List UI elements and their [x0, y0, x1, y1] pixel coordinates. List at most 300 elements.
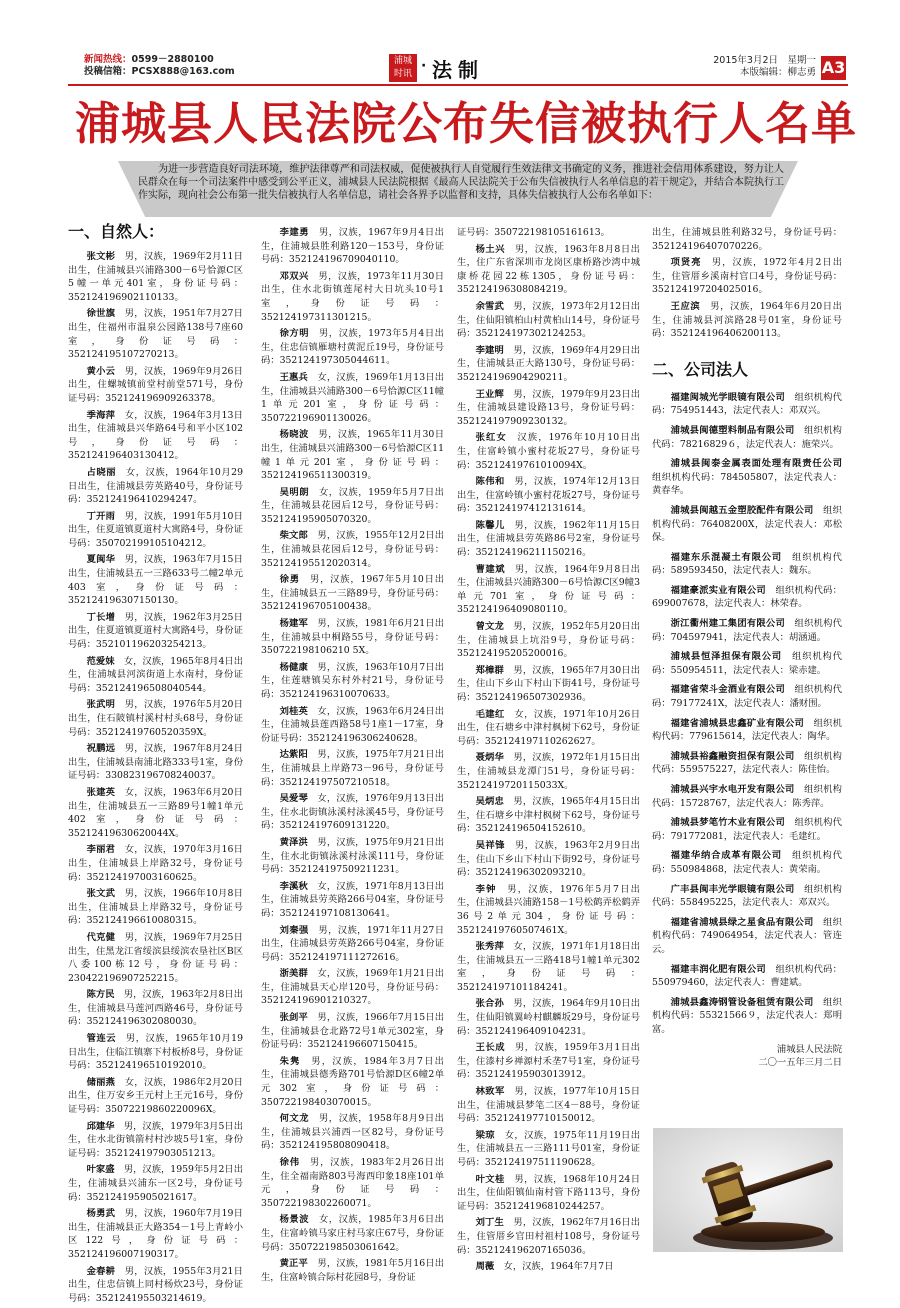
person-details: 男，汉族，1963年10月7日出生，住莲塘镇吴东村外村21号，身份证号码：352124196310070633。 — [261, 661, 444, 700]
company-name: 浦城县梦笔竹木业有限公司 — [670, 817, 785, 829]
person-details: 男，汉族，1983年2月26日出生，住全福南路803号海西印象18座101单元，身份证号码：350722198302260071。 — [261, 1157, 444, 1209]
person-entry — [261, 1011, 444, 1052]
person-details: 女，汉族，1971年1月18日出生，住浦城县五一三路418号1幢1单元302室，身份证号码：352124197101184241。 — [457, 941, 640, 993]
person-name: 吴炳忠 — [475, 796, 504, 808]
person-details: 男，汉族，1969年9月26日出生，住螺城镇前堂村前堂571号，身份证号码：352124196909263378。 — [68, 365, 243, 404]
person-name: 李溪秋 — [279, 880, 308, 892]
person-name: 达紫阳 — [279, 749, 308, 761]
person-name: 杨建军 — [279, 618, 308, 630]
person-name: 范爱妹 — [86, 655, 115, 667]
person-entry — [457, 475, 640, 516]
person-entry — [68, 742, 243, 783]
person-name: 梁琼 — [475, 1129, 495, 1141]
issue-info — [676, 55, 816, 79]
person-name: 刘丁生 — [475, 1217, 504, 1229]
person-entry — [68, 843, 243, 884]
company-name: 浙江衢州建工集团有限公司 — [670, 618, 785, 630]
person-details: 男，汉族，1972年1月15日出生，住浦城县龙潭门51号，身份证号码：35212419720115033X。 — [457, 752, 640, 791]
person-entry — [68, 1163, 243, 1204]
person-name: 徐勇 — [279, 574, 300, 586]
company-entry — [652, 617, 842, 644]
company-entry — [652, 750, 842, 777]
person-entry — [68, 1032, 243, 1073]
person-entry — [261, 924, 444, 965]
person-entry — [261, 1112, 444, 1153]
person-name: 李建明 — [475, 344, 504, 356]
person-entry — [457, 563, 640, 617]
person-entry — [261, 836, 444, 877]
company-entry — [652, 584, 842, 611]
person-name: 刘桂英 — [279, 705, 308, 717]
person-name: 吴明朗 — [279, 486, 310, 498]
person-details: 女，汉族，1964年7月7日 — [503, 1261, 614, 1273]
person-details: 男，汉族，1973年11月30日出生，住水北街镇莲尾村大日坑头10号1室，身份证号码：352124197311301215。 — [261, 270, 444, 323]
person-details: 男，汉族，1958年8月9日出生，住浦城县兴浦西一区82号，身份证号码：352124195808090418。 — [261, 1113, 444, 1152]
person-entry — [457, 388, 640, 429]
person-details: 女，汉族，1964年10月29日出生，住浦城县劳英路40号，身份证号码：352124196410294247。 — [68, 466, 243, 506]
person-name: 管连云 — [86, 1033, 117, 1045]
gavel-icon — [653, 1128, 843, 1252]
section-natural-persons-title: 一、自然人： — [68, 222, 165, 241]
company-details: 组织机构代码：749064954，法定代表人：管连云。 — [652, 916, 842, 955]
person-name: 徐世旗 — [86, 308, 116, 320]
person-details: 男，汉族，1973年5月4日出生，住忠信镇雁塘村黄泥丘19号，身份证号码：352124197305044611。 — [261, 328, 444, 367]
person-entry — [457, 300, 640, 341]
company-entry — [652, 457, 842, 498]
person-name: 夏闽华 — [86, 554, 116, 566]
company-details: 组织机构代码：79177241X，法定代表人：潘财围。 — [652, 684, 842, 710]
person-details: 男，汉族，1967年9月4日出生，住浦城县胜利路120－153号，身份证号码：352124196709040110。 — [261, 227, 444, 266]
company-details: 组织机构代码：558495225，法定代表人：邓双兴。 — [652, 883, 842, 909]
person-details: 女，汉族，1963年6月20日出生，住浦城县五一三路89号1幢1单元402室，身份证号码：35212419630620044X。 — [68, 786, 243, 839]
person-name: 邓双兴 — [279, 270, 309, 282]
company-details: 组织机构代码：779615614，法定代表人：陶华。 — [652, 717, 842, 743]
person-name: 杨土兴 — [475, 243, 506, 255]
person-name: 曹建斌 — [475, 563, 506, 575]
header-dot: · — [421, 58, 427, 74]
person-entry — [261, 967, 444, 1008]
person-details: 男，汉族，1965年7月30日出生，住山下乡山下村山下街41号，身份证号码：352124196507302936。 — [457, 664, 640, 703]
person-name: 丁开雨 — [86, 510, 116, 522]
person-entry — [261, 529, 444, 570]
company-name: 广丰县闽丰光学眼镜有限公司 — [670, 883, 795, 895]
person-entry — [261, 226, 444, 267]
person-details: 男，汉族，1959年3月1日出生，住漆村乡禅源村禾垄7号1室，身份证号码：352124195903013912。 — [457, 1042, 640, 1081]
person-name: 王惠兵 — [279, 371, 308, 383]
person-name: 毛建红 — [475, 708, 505, 720]
company-entry — [652, 783, 842, 810]
person-name: 杨晓波 — [279, 429, 309, 441]
person-name: 吴祥锋 — [475, 839, 506, 851]
person-name: 祝鹏远 — [86, 743, 116, 755]
company-name: 福建闽城光学眼镜有限公司 — [670, 391, 785, 403]
company-details: 组织机构代码：55321566９，法定代表人：郑明富。 — [652, 996, 842, 1035]
person-entry — [261, 1156, 444, 1210]
sound-block — [701, 1222, 825, 1242]
person-details: 女，汉族，1969年1月21日出生，住浦城县天心岸120号，身份证号码：352124196901210327。 — [261, 968, 444, 1007]
person-details: 男，汉族，1955年12月2日出生，住浦城县花园后12号，身份证号码：352124195512020314。 — [261, 530, 444, 569]
person-name: 叶家盛 — [86, 1164, 115, 1176]
issue-date: 2015年3月2日 星期一 — [713, 55, 816, 66]
person-details: 男，汉族，1984年3月7日出生，住浦城县德秀路701号恰源D区6幢2单元302室，身份证号码：350722198403070015。 — [261, 1055, 444, 1108]
person-name: 邱建华 — [86, 1120, 115, 1132]
person-entry — [68, 931, 243, 985]
company-details: 组织机构代码：699007678，法定代表人：林荣春。 — [652, 584, 842, 610]
company-name: 福建省浦城县绿之星食品有限公司 — [670, 916, 814, 928]
person-entry — [457, 664, 640, 705]
person-details: 女，汉族，1971年8月13日出生，住浦城县劳英路266号04室，身份证号码：352124197108130641。 — [261, 880, 444, 919]
person-name: 张建英 — [86, 786, 116, 798]
person-name: 周薇 — [475, 1261, 495, 1273]
person-name: 曾文龙 — [475, 621, 504, 633]
person-details: 男，汉族，1979年3月5日出生，住水北街镇箭村村沙坡5号1室，身份证号码：352124197903051213。 — [68, 1120, 243, 1159]
person-details: 男，汉族，1962年7月16日出生，住管厝乡官田村祖村108号，身份证号码：352124196207165036。 — [457, 1217, 640, 1256]
email-address: PCSX888@163.com — [131, 66, 235, 77]
company-details: 组织机构代码：754951443，法定代表人：邓双兴。 — [652, 391, 842, 417]
company-name: 浦城县闽德塑料制品有限公司 — [670, 424, 795, 436]
person-details: 男，汉族，1975年7月21日出生，住浦城县上岸路73－96号，身份证号码：352124197507210518。 — [261, 749, 444, 788]
person-details: 女，汉族，1985年3月6日出生，住富岭镇马家庄村马家庄67号，身份证号码：350722198503061642。 — [261, 1214, 444, 1253]
person-details: 男，汉族，1968年10月24日出生，住仙阳镇仙南村管下路113号，身份证号码：352124196810244257。 — [457, 1173, 640, 1212]
person-details: 男，汉族，1991年5月10日出生，住夏道镇夏道村大寓路4号，身份证号码：350702199105104212。 — [68, 510, 243, 549]
person-details: 汉族，1976年10月10日出生，住富岭镇小蜜村花坂27号，身份证号码：35212419761010094X。 — [457, 432, 640, 471]
person-list — [261, 226, 444, 1284]
company-entry — [652, 916, 842, 957]
company-entry — [652, 816, 842, 843]
person-name: 柴文郎 — [279, 530, 308, 542]
person-entry — [457, 1173, 640, 1214]
person-list — [457, 226, 640, 1274]
person-details: 男，汉族，1972年4月2日出生，住管厝乡溪南村官口4号，身份证号码：352124197204025016。 — [652, 257, 842, 296]
person-name: 郑樟群 — [475, 664, 504, 676]
person-name: 李丽君 — [86, 844, 116, 856]
company-entry — [652, 963, 842, 990]
person-entry — [261, 1055, 444, 1109]
hotline-label: 新闻热线： — [84, 54, 132, 65]
person-name: 黄小云 — [86, 365, 116, 377]
headline: 浦城县人民法院公布失信被执行人名单 — [75, 97, 858, 150]
person-details: 男，汉族，1976年5月20日出生，住石陂镇村溪村村头68号，身份证号码：35212419760520359X。 — [68, 699, 243, 738]
person-entry — [457, 1085, 640, 1126]
person-details: 男，汉族，1963年2月8日出生，住浦城县马莲河西路46号，身份证号码：352124196302080030。 — [68, 989, 243, 1028]
person-details: 女，汉族，1976年9月13日出生，住水北街镇泳溪村泳溪45号，身份证号码：352124197609131220。 — [261, 793, 444, 832]
person-details: 男，汉族，1964年6月20日出生，住浦城县河滨路28号01室，身份证号码：352124196406200113。 — [652, 300, 842, 340]
person-entry — [261, 880, 444, 921]
person-details: 男，汉族，1959年5月2日出生，住浦城县兴浦东一区2号，身份证号码：352124195905021617。 — [68, 1164, 243, 1203]
signature-date: 二〇一五年三月二日 — [758, 1056, 842, 1068]
person-entry — [652, 256, 842, 297]
paper-logo-line2: 时讯 — [393, 69, 412, 79]
person-name: 刘秦强 — [279, 924, 309, 936]
company-entry — [652, 650, 842, 677]
person-entry — [261, 486, 444, 527]
person-name: 丁长增 — [86, 611, 116, 623]
person-entry — [68, 988, 243, 1029]
person-details: 男，汉族，1967年5月10日出生，住浦城县五一三路89号，身份证号码：352124196705100438。 — [261, 574, 444, 613]
person-list — [68, 250, 243, 1305]
person-details: 出生，住浦城县胜利路32号，身份证号码：352124196407070226。 — [652, 227, 842, 252]
company-name: 福建豪派实业有限公司 — [670, 584, 766, 596]
person-details: 男，汉族，1967年8月24日出生，住浦城县南浦北路333号1室，身份证号码：330823196708240037。 — [68, 743, 243, 782]
person-entry — [68, 409, 243, 463]
company-details: 组织机构代码：78216829６，法定代表人：施荣兴。 — [652, 424, 842, 450]
person-entry — [457, 940, 640, 994]
person-entry — [261, 327, 444, 368]
person-details: 男，汉族，1976年5月7日出生，住浦城县兴浦路158－1号松鹤弄松鹤弄36号2单元304，身份证号码：35212419760507461X。 — [457, 883, 640, 936]
signature-org: 浦城县人民法院 — [776, 1043, 842, 1055]
person-entry — [68, 365, 243, 406]
company-name: 浦城县裕鑫融资担保有限公司 — [670, 750, 795, 762]
hotline-number: 0599－2880100 — [131, 54, 214, 65]
company-details: 组织机构代码：704597941，法定代表人：胡涵通。 — [652, 618, 842, 643]
person-name: 何文龙 — [279, 1113, 310, 1125]
company-name: 浦城县兴宇水电开发有限公司 — [670, 784, 795, 795]
person-details: 男，汉族，1979年9月23日出生，住浦城县建设路13号，身份证号码：352124197909230132。 — [457, 388, 640, 427]
company-name: 福建东乐混凝土有限公司 — [670, 551, 783, 563]
person-name: 余雪武 — [475, 300, 504, 312]
person-entry — [457, 1216, 640, 1257]
person-details: 男，汉族，1966年7月15日出生，住浦城县仓北路72号1单元302室，身份证号码：352124196607150415。 — [261, 1012, 444, 1051]
person-details: 男，汉族，1952年5月20日出生，住浦城县上坑沿9号，身份证号码：352124195205200016。 — [457, 621, 640, 660]
person-name: 徐方明 — [279, 328, 310, 340]
person-entry — [261, 428, 444, 482]
person-name: 林致军 — [475, 1086, 505, 1098]
paper-logo — [389, 54, 417, 82]
person-details: 男，汉族，1963年7月15日出生，住浦城县五一三路633号二幢2单元403室，身份证号码：352124196307150130。 — [68, 554, 243, 607]
person-name: 朱隽 — [279, 1055, 301, 1067]
person-entry — [457, 751, 640, 792]
person-name: 李建勇 — [279, 227, 310, 238]
company-name: 福建省浦城县忠鑫矿业有限公司 — [670, 717, 805, 729]
person-name: 张合孙 — [475, 998, 504, 1010]
person-name: 占晓丽 — [86, 466, 117, 478]
person-name: 黄泽洪 — [279, 836, 308, 848]
person-entry — [68, 307, 243, 361]
person-entry — [457, 708, 640, 749]
person-entry — [68, 655, 243, 696]
company-entry — [652, 391, 842, 418]
person-details: 女，汉族，1959年5月7日出生，住浦城县花园后12号，身份证号码：352124195905070320。 — [261, 486, 444, 525]
company-name: 福建华纳合成革有限公司 — [670, 850, 783, 862]
person-entry — [68, 510, 243, 551]
paper-logo-line1: 浦城 — [393, 56, 412, 66]
company-details: 组织机构代码：784505807，法定代表人：黄春华。 — [652, 471, 842, 497]
column-2 — [261, 226, 444, 1287]
company-name: 浦城县闽泰金属表面处理有限责任公司 — [670, 458, 842, 470]
person-details: 男，汉族，1969年2月11日出生，住浦城县兴浦路300－6号恰源C区5幢一单元401室，身份证号码：352124196902110133。 — [68, 251, 243, 303]
column-1 — [68, 221, 243, 1308]
person-details: 男，汉族，1969年7月25日出生，住黑龙江省绥滨县绥滨农垦社区B区八委100栋12号，身份证号码：230422196907252215。 — [68, 931, 243, 984]
person-entry — [68, 1207, 243, 1261]
company-details: 组织机构代码：550979460，法定代表人：曹建斌。 — [652, 963, 842, 989]
company-name: 浦城县闽越五金塑胶配件有限公司 — [670, 504, 814, 516]
company-name: 福建省荣斗金酒业有限公司 — [670, 684, 785, 696]
person-details: 证号码：350722198105161613。 — [457, 227, 610, 238]
person-details: 男，汉族，1963年2月9日出生，住山下乡山下村山下街92号，身份证号码：352124196302093210。 — [457, 839, 640, 879]
person-name: 储丽燕 — [86, 1076, 116, 1088]
section-companies-title: 二、公司法人 — [652, 359, 749, 379]
person-entry — [457, 1041, 640, 1082]
person-entry — [457, 226, 640, 240]
person-entry — [68, 1265, 243, 1306]
person-entry — [457, 344, 640, 385]
person-entry — [68, 1076, 243, 1117]
person-name: 张武明 — [86, 699, 116, 711]
person-entry — [68, 611, 243, 652]
person-details: 男，汉族，1966年10月8日出生，住浦城县上岸路32号，身份证号码：352124196610080315。 — [68, 888, 243, 927]
page-editor: 本版编辑：柳志勇 — [739, 67, 816, 78]
person-details: 男，汉族，1981年5月16日出生，住富岭镇合际村花园8号，身份证 — [261, 1258, 444, 1283]
person-name: 张红女 — [475, 432, 507, 444]
person-name: 张剑平 — [279, 1012, 308, 1024]
person-entry — [652, 226, 842, 253]
person-details: 男，汉族，1962年11月15日出生，住浦城县劳英路86号2室，身份证号码：352124196211150216。 — [457, 519, 640, 559]
company-entry — [652, 996, 842, 1037]
person-details: 女，汉族，1970年3月16日出生，住浦城县上岸路32号，身份证号码：352124197003160625。 — [68, 844, 243, 883]
company-entry — [652, 883, 842, 910]
person-details: 女，汉族，1969年1月13日出生，住浦城县兴浦路300－6号恰源C区11幢1单元201室，身份证号码：350722196901130026。 — [261, 371, 444, 424]
company-entry — [652, 717, 842, 744]
contact-info — [84, 54, 235, 78]
person-entry — [261, 573, 444, 614]
person-name: 杨景波 — [279, 1214, 310, 1226]
email-label: 投稿信箱： — [84, 66, 132, 77]
signature — [652, 1043, 842, 1069]
company-entry — [652, 551, 842, 578]
person-details: 男，汉族，1960年7月19日出生，住浦城县正大路354－1号上青岭小区122号，身份证号码：352124196007190317。 — [68, 1208, 243, 1260]
person-name: 季海萍 — [86, 409, 116, 421]
person-entry — [457, 1260, 640, 1274]
person-name: 王业辉 — [475, 388, 504, 400]
person-entry — [261, 1257, 444, 1284]
person-name: 杨勇武 — [86, 1208, 116, 1220]
intro-paragraph: 为进一步营造良好司法环境，维护法律尊严和司法权威，促使被执行人自觉履行生效法律文书确定的义务，推进社会信用体系建设，努力让人民群众在每一个司法案件中感受到公平正义，浦城县人民法院根据《最高人民法院关于公布失信被执行人名单信息的若干规定》，并结合本院执行工作实际，现向社会公布第一批失信被执行人名单信息，请社会各界予以监督和支持，具体失信被执行人公布名单如下： — [138, 164, 784, 201]
section-name: 法制 — [432, 58, 484, 82]
person-entry — [261, 270, 444, 324]
person-details: 女，汉族，1965年8月4日出生，住浦城县河滨街道上水南村，身份证号码：352124196508040544。 — [68, 655, 243, 694]
person-details: 女，汉族，1986年2月20日出生，住万安乡王元村上王元16号，身份证号码：35072219860220096X。 — [68, 1076, 243, 1116]
person-name: 陈方民 — [86, 989, 115, 1001]
person-entry — [457, 1129, 640, 1170]
person-name: 聂炳华 — [475, 752, 504, 764]
company-entry — [652, 424, 842, 451]
person-details: 男，汉族，1977年10月15日出生，住浦城县梦笔二区4－88号，身份证号码：352124197710150012。 — [457, 1086, 640, 1125]
person-name: 陈伟和 — [475, 476, 505, 488]
company-details: 组织机构代码：559575227，法定代表人：陈佳怡。 — [652, 750, 842, 776]
person-entry — [261, 661, 444, 702]
person-entry — [261, 371, 444, 425]
person-entry — [261, 617, 444, 658]
person-name: 王应滨 — [670, 300, 701, 312]
company-details: 组织机构代码：550954511，法定代表人：梁赤建。 — [652, 651, 842, 676]
company-list — [652, 391, 842, 1037]
person-entry — [457, 839, 640, 880]
column-4 — [652, 226, 842, 1069]
company-name: 福建丰润化肥有限公司 — [670, 963, 766, 975]
person-name: 代克健 — [86, 931, 116, 943]
person-details: 男，汉族，1973年2月12日出生，住仙阳镇柏山村黄柏山14号，身份证号码：352124197302124253。 — [457, 300, 640, 340]
person-entry — [68, 466, 243, 507]
person-details: 男，汉族，1965年10月19日出生，住临江镇寨下村板桥8号，身份证号码：352124196510192010。 — [68, 1033, 243, 1072]
person-name: 张秀萍 — [475, 941, 504, 953]
person-entry — [261, 1213, 444, 1254]
person-details: 女，汉族，1971年10月26日出生，住石塘乡中津村枫树下62号，身份证号码：352124197110262627。 — [457, 708, 640, 747]
person-name: 张文武 — [86, 888, 116, 900]
person-entry — [68, 887, 243, 928]
company-entry — [652, 849, 842, 876]
person-entry — [261, 705, 444, 746]
header-rule — [68, 84, 848, 86]
person-entry — [68, 1120, 243, 1161]
company-name: 浦城县鑫涛钢管设备租赁有限公司 — [670, 996, 814, 1008]
person-name: 项贤亮 — [670, 257, 702, 269]
person-name: 徐伟 — [279, 1157, 300, 1168]
person-details: 男，汉族，1975年9月21日出生，住水北街镇泳溪村泳溪111号，身份证号码：352124197509211231。 — [261, 836, 444, 876]
person-name: 叶文桂 — [475, 1173, 505, 1185]
person-entry — [457, 519, 640, 560]
company-entry — [652, 504, 842, 545]
person-details: 男，汉族，1951年7月27日出生，住福州市温泉公园路138号7座60室，身份证号码：352124195107270213。 — [68, 308, 243, 361]
company-name: 浦城县恒泽担保有限公司 — [670, 651, 783, 663]
person-entry — [68, 786, 243, 840]
column-3 — [457, 226, 640, 1277]
person-details: 男，汉族，1963年8月8日出生，住广东省深圳市龙岗区康桥路沙湾中城康桥花园22栋1305，身份证号码：352124196308084219。 — [457, 243, 640, 296]
person-details: 男，汉族，1969年4月29日出生，住浦城县正大路130号，身份证号码：352124196904290211。 — [457, 344, 640, 383]
person-details: 男，汉族，1962年3月25日出生，住夏道镇夏道村大寓路4号，身份证号码：352101196203254213。 — [68, 611, 243, 651]
page-number: A3 — [821, 56, 846, 80]
person-entry — [457, 795, 640, 836]
page-header — [0, 0, 900, 88]
person-entry — [457, 431, 640, 472]
person-name: 李钟 — [475, 883, 497, 895]
person-details: 男，汉族，1964年9月10日出生，住仙阳镇翼岭村麒麟坂29号，身份证号码：352124196409104231。 — [457, 998, 640, 1037]
person-name: 黄正平 — [279, 1258, 308, 1270]
person-details: 男，汉族，1974年12月13日出生，住富岭镇小蜜村花坂27号，身份证号码：352124197412131614。 — [457, 476, 640, 515]
person-entry — [457, 883, 640, 937]
person-details: 男，汉族，1971年11月27日出生，住浦城县劳英路266号04室，身份证号码：352124197111272616。 — [261, 924, 444, 963]
person-name: 金春耕 — [86, 1265, 116, 1277]
person-details: 女，汉族，1964年3月13日出生，住浦城县兴华路64号和平小区102号，身份证号码：352124196403130412。 — [68, 409, 243, 462]
person-entry — [261, 748, 444, 789]
person-name: 王长成 — [475, 1042, 506, 1054]
person-entry — [68, 553, 243, 607]
company-details: 组织机构代码：15728767，法定代表人：陈秀萍。 — [652, 784, 842, 809]
person-entry — [652, 300, 842, 341]
person-entry — [457, 997, 640, 1038]
person-details: 女，汉族，1975年11月19日出生，住浦城县五一三路111号01室，身份证号码：352124197511190628。 — [457, 1129, 640, 1168]
person-entry — [457, 243, 640, 297]
person-name: 杨健康 — [279, 661, 308, 673]
person-name: 张文彬 — [86, 251, 116, 262]
company-details: 组织机构代码：589593450，法定代表人：魏东。 — [652, 551, 842, 577]
person-details: 男，汉族，1965年11月30日出生，住浦城县兴浦路300－6号恰源C区11幢1单元201室，身份证号码：352124196511300319。 — [261, 429, 444, 482]
person-details: 男，汉族，1965年4月15日出生，住石塘乡中津村枫树下62号，身份证号码：352124196504152610。 — [457, 796, 640, 835]
person-name: 吴爱琴 — [279, 793, 308, 805]
person-details: 男，汉族，1981年6月21日出生，住浦城县中桐路55号，身份证号码：350722198106210 5X。 — [261, 618, 444, 657]
person-list — [652, 226, 842, 341]
person-details: 男，汉族，1964年9月8日出生，住浦城县兴浦路300－6号恰源C区9幢3单元701室，身份证号码：352124196409080110。 — [457, 563, 640, 616]
person-details: 女，汉族，1963年6月24日出生，住浦城县莲西路58号1座1－17室，身份证号码：352124196306240628。 — [261, 705, 444, 744]
person-name: 浙美群 — [279, 968, 308, 980]
person-entry — [261, 792, 444, 833]
person-entry — [68, 250, 243, 304]
company-details: 组织机构代码：791772081，法定代表人：毛建红。 — [652, 817, 842, 842]
company-entry — [652, 683, 842, 710]
person-details: 男，汉族，1955年3月21日出生，住忠信镇上同村杨炊23号，身份证号码：352124195503214619。 — [68, 1265, 243, 1304]
person-name: 陈馨儿 — [475, 519, 505, 531]
person-entry — [68, 698, 243, 739]
company-details: 组织机构代码：550984868，法定代表人：黄荣南。 — [652, 850, 842, 875]
